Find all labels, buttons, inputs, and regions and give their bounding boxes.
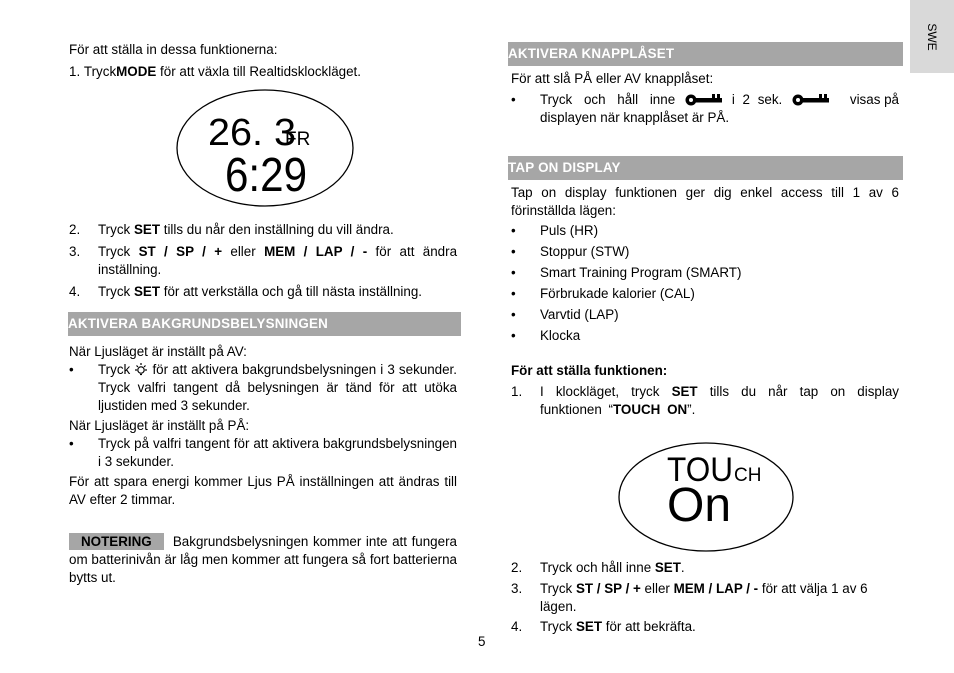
- step-bold: SET: [654, 560, 681, 575]
- step-number: 2.: [69, 222, 81, 237]
- step-number: 3.: [511, 581, 523, 596]
- right-step-1: [511, 383, 899, 419]
- step-number: 1.: [511, 384, 523, 399]
- backlight-bullet-1: [69, 361, 457, 415]
- list-item: [511, 222, 899, 243]
- right-step-2: [511, 559, 899, 577]
- step-text: eller: [640, 581, 674, 596]
- step-number: 3.: [69, 244, 81, 259]
- mode-label: Puls (HR): [540, 223, 599, 238]
- bullet: •: [69, 436, 74, 451]
- backlight-bullet-2: [69, 435, 457, 471]
- step-text: Tryck: [98, 222, 134, 237]
- step-bold: SET: [133, 284, 160, 299]
- left-intro: För att ställa in dessa funktionerna:: [69, 42, 278, 57]
- section-header-keylock: [508, 42, 903, 66]
- mode-label: Smart Training Program (SMART): [540, 265, 742, 280]
- language-tab-label: SWE: [925, 22, 939, 51]
- left-step-1: [69, 63, 459, 81]
- mode-label: Stoppur (STW): [540, 244, 630, 259]
- step-bold: ST / SP / +: [138, 244, 223, 259]
- step-bold: MEM / LAP / -: [673, 581, 759, 596]
- step-bold: SET: [133, 222, 160, 237]
- bullet-text: för att aktivera bakgrundsbelysningen i 3 sekunder. Tryck valfri tangent då belysningen är tänd för att utöka ljustiden med 3 sekunder.: [98, 362, 457, 413]
- page-number: 5: [478, 634, 486, 649]
- section-header-label: TAP ON DISPLAY: [508, 160, 621, 175]
- step-bold: TOUCH ON: [612, 402, 688, 417]
- section-header-backlight: [68, 312, 461, 336]
- step-text: .: [680, 560, 685, 575]
- list-item: [511, 285, 899, 306]
- bullet-text: Tryck: [98, 362, 135, 377]
- step-text: för att välja 1 av 6 lägen.: [540, 581, 868, 614]
- section-header-label: AKTIVERA BAKGRUNDSBELYSNINGEN: [68, 316, 328, 331]
- step-text: för att verkställa och gå till nästa inställning.: [160, 284, 422, 299]
- bullet: •: [69, 362, 74, 377]
- keylock-bullet: [511, 91, 899, 109]
- step-text: Tryck: [540, 619, 576, 634]
- right-step-3: [511, 580, 899, 616]
- keylock-intro: För att slå PÅ eller AV knapplåset:: [511, 71, 714, 86]
- step-number: 1.: [69, 64, 81, 79]
- mode-label: Klocka: [540, 328, 581, 343]
- section-header-tap: [508, 156, 903, 180]
- section-header-label: AKTIVERA KNAPPLÅSET: [508, 46, 675, 61]
- left-step-4: [69, 283, 457, 301]
- bullet: •: [511, 307, 516, 322]
- step-text: Tryck: [98, 284, 134, 299]
- key-icon: [685, 93, 723, 107]
- mode-list: [511, 222, 899, 348]
- lcd-display-touch: [617, 441, 795, 553]
- energy-text: För att spara energi kommer Ljus PÅ inställningen att ändras till AV efter 2 timmar.: [69, 474, 457, 507]
- step-text: för att växla till Realtidsklockläget.: [156, 64, 361, 79]
- tap-intro: Tap on display funktionen ger dig enkel access till 1 av 6 förinställda lägen:: [511, 185, 899, 218]
- backlight-on-intro: När Ljusläget är inställt på PÅ:: [69, 418, 250, 433]
- left-step-3: [69, 243, 457, 279]
- list-item: [511, 306, 899, 327]
- list-item: [511, 264, 899, 285]
- display-day: FR: [285, 129, 311, 150]
- display-time: 6:29: [225, 149, 307, 202]
- keylock-bullet-continued: displayen när knapplåset är PÅ.: [540, 110, 730, 125]
- step-text: för att bekräfta.: [602, 619, 696, 634]
- bullet: •: [511, 265, 516, 280]
- note-label: NOTERING: [69, 533, 164, 550]
- step-bold: MODE: [116, 64, 157, 79]
- setup-title: För att ställa funktionen:: [511, 363, 668, 378]
- note-paragraph: [69, 533, 457, 587]
- step-bold: SET: [575, 619, 602, 634]
- bullet-text: visas på: [849, 92, 899, 107]
- display-on-text: On: [667, 479, 731, 532]
- left-step-2: [69, 221, 457, 239]
- step-bold: SET: [671, 384, 698, 399]
- bullet-text: i 2 sek.: [731, 92, 783, 107]
- step-number: 2.: [511, 560, 523, 575]
- display-touch-suffix: CH: [734, 465, 762, 486]
- step-text: tills du når den inställning du vill ändra.: [160, 222, 394, 237]
- bullet-text: Tryck och håll inne: [540, 92, 676, 107]
- step-number: 4.: [69, 284, 81, 299]
- bullet: •: [511, 223, 516, 238]
- mode-label: Varvtid (LAP): [540, 307, 619, 322]
- step-bold: MEM / LAP / -: [264, 244, 368, 259]
- step-number: 4.: [511, 619, 523, 634]
- bullet: •: [511, 92, 516, 107]
- step-text: för att ändra inställning.: [98, 244, 458, 277]
- list-item: [511, 243, 899, 264]
- step-text: tills du når tap on display funktionen “: [540, 384, 899, 417]
- step-text: I klockläget, tryck: [540, 384, 672, 399]
- step-text: Tryck: [540, 581, 576, 596]
- step-text: Tryck: [83, 64, 117, 79]
- right-step-4: [511, 618, 899, 636]
- mode-label: Förbrukade kalorier (CAL): [540, 286, 695, 301]
- key-icon: [792, 93, 830, 107]
- step-text: ”.: [687, 402, 696, 417]
- backlight-off-intro: När Ljusläget är inställt på AV:: [69, 344, 247, 359]
- bullet-text: Tryck på valfri tangent för att aktivera bakgrundsbelysningen i 3 sekunder.: [98, 436, 457, 469]
- bullet: •: [511, 286, 516, 301]
- list-item: [511, 327, 899, 348]
- bullet: •: [511, 328, 516, 343]
- step-text: eller: [222, 244, 265, 259]
- note-text: Bakgrundsbelysningen kommer inte att fungera om batterinivån är låg men kommer att fungera så fort batterierna bytts ut.: [69, 534, 457, 585]
- language-tab: [910, 0, 954, 73]
- lcd-display-clock: [175, 88, 355, 208]
- bullet: •: [511, 244, 516, 259]
- light-icon: [134, 362, 148, 376]
- step-text: Tryck och håll inne: [540, 560, 655, 575]
- step-bold: ST / SP / +: [575, 581, 641, 596]
- display-touch-text: TOU: [667, 451, 733, 489]
- step-text: Tryck: [98, 244, 139, 259]
- display-date: 26. 3: [208, 112, 296, 154]
